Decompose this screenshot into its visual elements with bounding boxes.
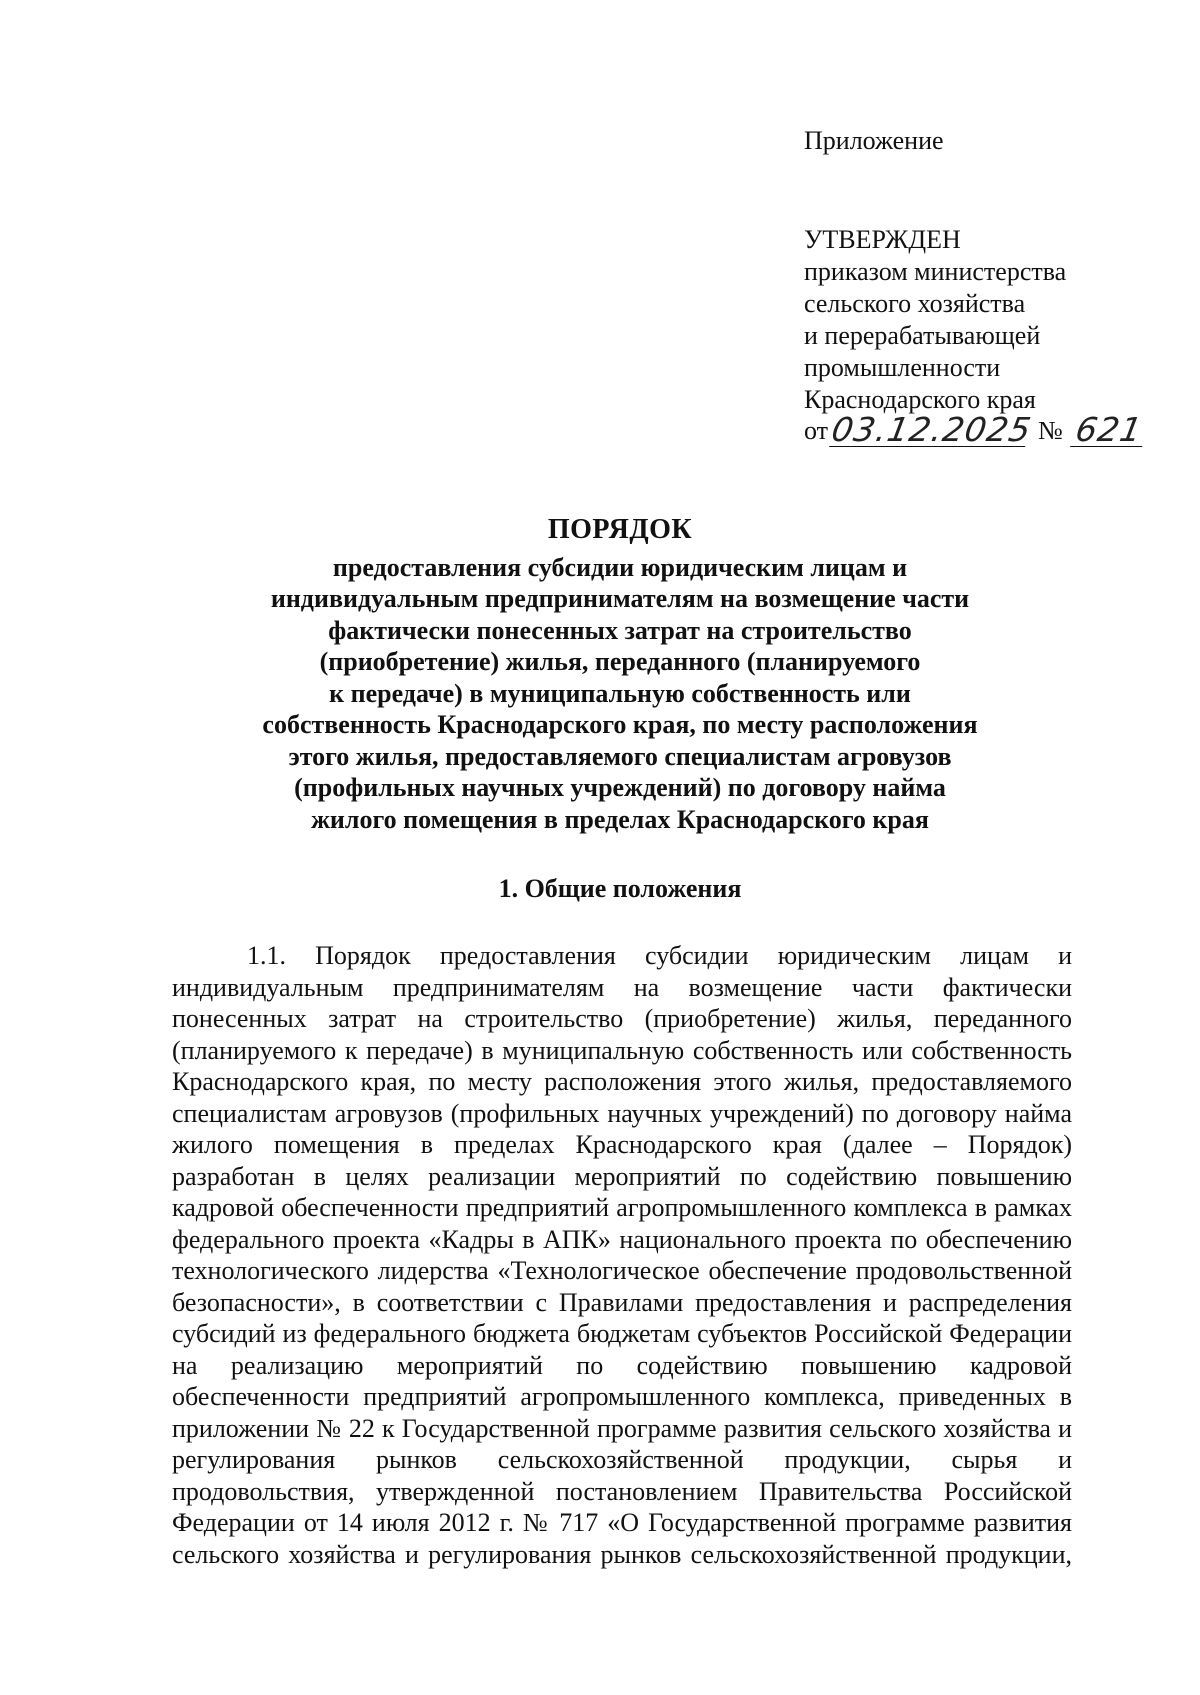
- title-subtitle-line: к передаче) в муниципальную собственность или: [329, 678, 911, 708]
- title-subtitle-line: индивидуальным предпринимателям на возмещение части: [270, 584, 970, 613]
- body-paragraph: [172, 940, 1072, 1570]
- body-line: продовольствия, утвержденной постановлением Правительства Российской: [172, 1476, 1072, 1506]
- body-line: (планируемого к передаче) в муниципальную собственность или собственность: [172, 1035, 1072, 1065]
- approval-stamp-block: [804, 224, 1145, 447]
- approval-date-line: [804, 410, 1146, 449]
- body-line: на реализацию мероприятий по содействию повышению кадровой: [172, 1350, 1072, 1380]
- document-title: ПОРЯДОК: [547, 514, 693, 545]
- body-line: разработан в целях реализации мероприятий по содействию повышению: [172, 1161, 1072, 1191]
- body-line: 1.1. Порядок предоставления субсидии юридическим лицам и: [247, 941, 1072, 970]
- body-line: регулирования рынков сельскохозяйственной продукции, сырья и: [172, 1445, 1072, 1474]
- title-subtitle-line: этого жилья, предоставляемого специалистам агровузов: [288, 741, 952, 771]
- body-line: федерального проекта «Кадры в АПК» национального проекта по обеспечению: [172, 1224, 1072, 1254]
- body-line: субсидий из федерального бюджета бюджетам субъектов Российской Федерации: [172, 1319, 1072, 1348]
- title-subtitle-line: собственность Краснодарского края, по месту расположения: [262, 710, 978, 739]
- section-heading: 1. Общие положения: [498, 874, 742, 903]
- approval-line: Краснодарского края: [804, 385, 1036, 414]
- appendix-label: Приложение: [804, 126, 944, 155]
- date-prefix: от: [804, 416, 829, 445]
- body-line: индивидуальным предпринимателям на возмещение части фактически: [172, 972, 1072, 1002]
- title-subtitle-line: (профильных научных учреждений) по договору найма: [294, 773, 946, 802]
- body-line: приложении № 22 к Государственной программе развития сельского хозяйства и: [172, 1413, 1072, 1443]
- approval-heading: УТВЕРЖДЕН: [804, 225, 961, 254]
- body-line: понесенных затрат на строительство (приобретение) жилья, переданного: [172, 1004, 1072, 1033]
- title-subtitle-line: предоставления субсидии юридическим лицам и: [332, 552, 908, 582]
- title-subtitle-line: фактически понесенных затрат на строительство: [328, 615, 912, 645]
- body-line: Краснодарского края, по месту расположения этого жилья, предоставляемого: [172, 1067, 1072, 1096]
- approval-line: сельского хозяйства: [804, 289, 1026, 318]
- document-title-block: [170, 514, 1070, 835]
- approval-line: приказом министерства: [804, 257, 1067, 286]
- body-line: обеспеченности предприятий агропромышленного комплекса, приведенных в: [172, 1382, 1072, 1411]
- body-line: жилого помещения в пределах Краснодарского края (далее – Порядок): [172, 1130, 1072, 1159]
- body-line: кадровой обеспеченности предприятий агропромышленного комплекса в рамках: [172, 1193, 1072, 1222]
- body-line: Федерации от 14 июля 2012 г. № 717 «О Государственной программе развития: [172, 1508, 1072, 1537]
- handwritten-date: 03.12.2025: [828, 410, 1035, 449]
- body-line: технологического лидерства «Технологическое обеспечение продовольственной: [172, 1256, 1072, 1285]
- body-line: специалистам агровузов (профильных научных учреждений) по договору найма: [172, 1098, 1072, 1128]
- approval-line: промышленности: [804, 353, 1001, 382]
- body-line: безопасности», в соответствии с Правилами предоставления и распределения: [172, 1287, 1072, 1317]
- number-label: №: [1038, 416, 1063, 445]
- approval-line: и перерабатывающей: [804, 321, 1041, 350]
- body-line: сельского хозяйства и регулирования рынков сельскохозяйственной продукции,: [172, 1539, 1072, 1569]
- title-subtitle-line: жилого помещения в пределах Краснодарского края: [311, 804, 929, 834]
- title-subtitle-line: (приобретение) жилья, переданного (планируемого: [319, 647, 921, 676]
- handwritten-order-number: 621: [1070, 414, 1148, 447]
